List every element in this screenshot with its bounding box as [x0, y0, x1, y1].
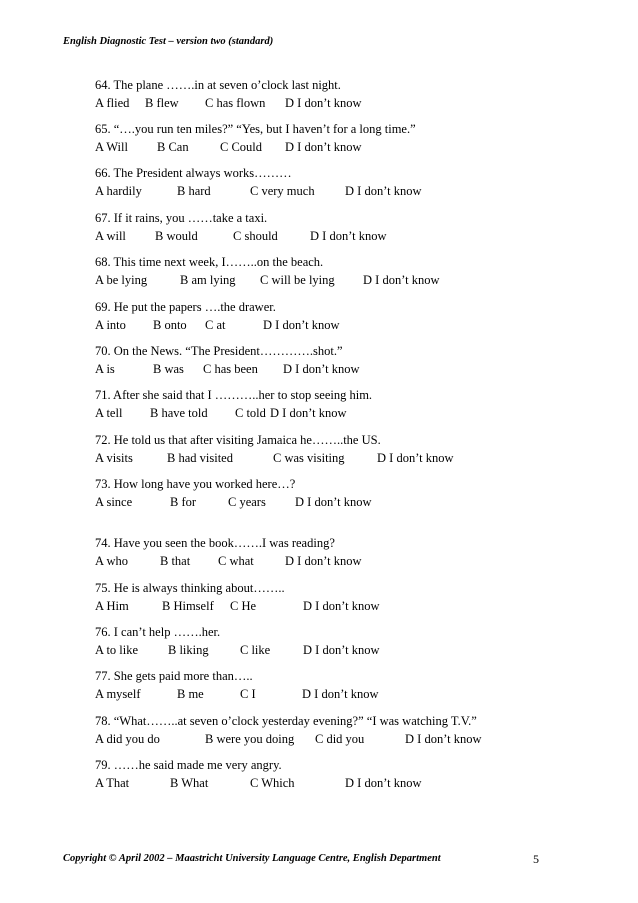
- question-stem: 70. On the News. “The President………….shot.”: [95, 344, 343, 358]
- answer-option: D I don’t know: [285, 96, 362, 110]
- answer-options: [95, 553, 362, 569]
- answer-option: A will: [95, 229, 126, 243]
- answer-option: C was visiting: [273, 451, 345, 465]
- answer-option: D I don’t know: [270, 406, 347, 420]
- question-stem: 73. How long have you worked here…?: [95, 477, 296, 491]
- question-stem: 72. He told us that after visiting Jamaica he……..the US.: [95, 433, 381, 447]
- question-stem: 77. She gets paid more than…..: [95, 669, 253, 683]
- answer-option: D I don’t know: [303, 643, 380, 657]
- answer-options: [95, 686, 379, 702]
- answer-option: C years: [228, 495, 266, 509]
- question-item: [95, 299, 340, 333]
- answer-option: A That: [95, 776, 130, 790]
- question-stem: 76. I can’t help …….her.: [95, 625, 221, 639]
- question-item: [95, 624, 380, 658]
- answer-option: B were you doing: [205, 732, 295, 746]
- question-item: [95, 668, 379, 702]
- answer-option: D I don’t know: [310, 229, 387, 243]
- question-item: [95, 77, 362, 111]
- answer-option: C will be lying: [260, 273, 335, 287]
- question-item: [95, 580, 380, 614]
- question-item: [95, 254, 440, 288]
- answer-option: A be lying: [95, 273, 148, 287]
- answer-option: B onto: [153, 318, 187, 332]
- answer-option: D I don’t know: [285, 140, 362, 154]
- answer-options: [95, 598, 380, 614]
- answer-options: [95, 450, 454, 466]
- question-stem: 71. After she said that I ………..her to stop seeing him.: [95, 388, 373, 402]
- answer-option: B was: [153, 362, 184, 376]
- answer-options: [95, 361, 360, 377]
- answer-option: B have told: [150, 406, 208, 420]
- answer-option: B Himself: [162, 599, 214, 613]
- answer-option: C told: [235, 406, 266, 420]
- question-item: [95, 210, 387, 244]
- answer-option: C what: [218, 554, 254, 568]
- answer-option: C Which: [250, 776, 295, 790]
- question-item: [95, 387, 372, 421]
- answer-option: B am lying: [180, 273, 236, 287]
- answer-option: D I don’t know: [345, 776, 422, 790]
- answer-options: [95, 95, 362, 111]
- answer-option: A myself: [95, 687, 141, 701]
- answer-option: B What: [170, 776, 209, 790]
- answer-option: B hard: [177, 184, 211, 198]
- answer-option: D I don’t know: [263, 318, 340, 332]
- answer-option: C like: [240, 643, 271, 657]
- answer-option: C at: [205, 318, 226, 332]
- question-stem: 69. He put the papers ….the drawer.: [95, 300, 276, 314]
- answer-option: B that: [160, 554, 191, 568]
- answer-option: A flied: [95, 96, 130, 110]
- answer-option: D I don’t know: [303, 599, 380, 613]
- answer-options: [95, 272, 440, 288]
- answer-option: B liking: [168, 643, 209, 657]
- page-number: 5: [533, 852, 539, 866]
- question-stem: 78. “What……..at seven o’clock yesterday evening?” “I was watching T.V.”: [95, 714, 477, 728]
- answer-option: A who: [95, 554, 128, 568]
- answer-option: A to like: [95, 643, 139, 657]
- answer-option: A hardily: [95, 184, 142, 198]
- question-item: [95, 535, 362, 569]
- answer-option: C Could: [220, 140, 263, 154]
- answer-option: C has flown: [205, 96, 266, 110]
- answer-option: D I don’t know: [285, 554, 362, 568]
- answer-option: C very much: [250, 184, 315, 198]
- answer-option: A Him: [95, 599, 129, 613]
- answer-options: [95, 317, 340, 333]
- answer-option: B flew: [145, 96, 179, 110]
- answer-option: D I don’t know: [345, 184, 422, 198]
- document-header: English Diagnostic Test – version two (standard): [63, 36, 274, 47]
- question-stem: 67. If it rains, you ……take a taxi.: [95, 211, 268, 225]
- answer-option: C has been: [203, 362, 258, 376]
- question-stem: 66. The President always works………: [95, 166, 292, 180]
- answer-option: C did you: [315, 732, 365, 746]
- answer-option: D I don’t know: [302, 687, 379, 701]
- question-stem: 79. ……he said made me very angry.: [95, 758, 282, 772]
- answer-option: C He: [230, 599, 257, 613]
- answer-option: A is: [95, 362, 115, 376]
- answer-option: C should: [233, 229, 278, 243]
- answer-options: [95, 139, 416, 155]
- answer-option: B for: [170, 495, 197, 509]
- question-stem: 64. The plane …….in at seven o’clock last night.: [95, 78, 341, 92]
- answer-options: [95, 731, 482, 747]
- answer-option: A Will: [95, 140, 128, 154]
- answer-option: A did you do: [95, 732, 160, 746]
- question-stem: 68. This time next week, I……..on the beach.: [95, 255, 324, 269]
- answer-option: D I don’t know: [405, 732, 482, 746]
- answer-option: A visits: [95, 451, 133, 465]
- answer-option: B had visited: [167, 451, 233, 465]
- answer-option: C I: [240, 687, 256, 701]
- question-item: [95, 476, 372, 510]
- question-item: [95, 121, 416, 155]
- answer-options: [95, 228, 387, 244]
- question-stem: 75. He is always thinking about……..: [95, 581, 285, 595]
- answer-options: [95, 405, 372, 421]
- answer-option: A since: [95, 495, 133, 509]
- answer-option: D I don’t know: [377, 451, 454, 465]
- question-item: [95, 343, 360, 377]
- answer-option: B would: [155, 229, 198, 243]
- question-item: [95, 432, 454, 466]
- question-item: [95, 713, 482, 747]
- answer-option: B Can: [157, 140, 189, 154]
- answer-options: [95, 494, 372, 510]
- question-stem: 74. Have you seen the book…….I was reading?: [95, 536, 335, 550]
- answer-options: [95, 183, 422, 199]
- answer-option: B me: [177, 687, 204, 701]
- answer-options: [95, 775, 422, 791]
- answer-option: A into: [95, 318, 126, 332]
- question-item: [95, 757, 422, 791]
- answer-option: D I don’t know: [295, 495, 372, 509]
- answer-options: [95, 642, 380, 658]
- answer-option: D I don’t know: [363, 273, 440, 287]
- question-stem: 65. “….you run ten miles?” “Yes, but I haven’t for a long time.”: [95, 122, 416, 136]
- document-footer: Copyright © April 2002 – Maastricht University Language Centre, English Department: [63, 853, 441, 864]
- answer-option: A tell: [95, 406, 123, 420]
- answer-option: D I don’t know: [283, 362, 360, 376]
- question-item: [95, 165, 422, 199]
